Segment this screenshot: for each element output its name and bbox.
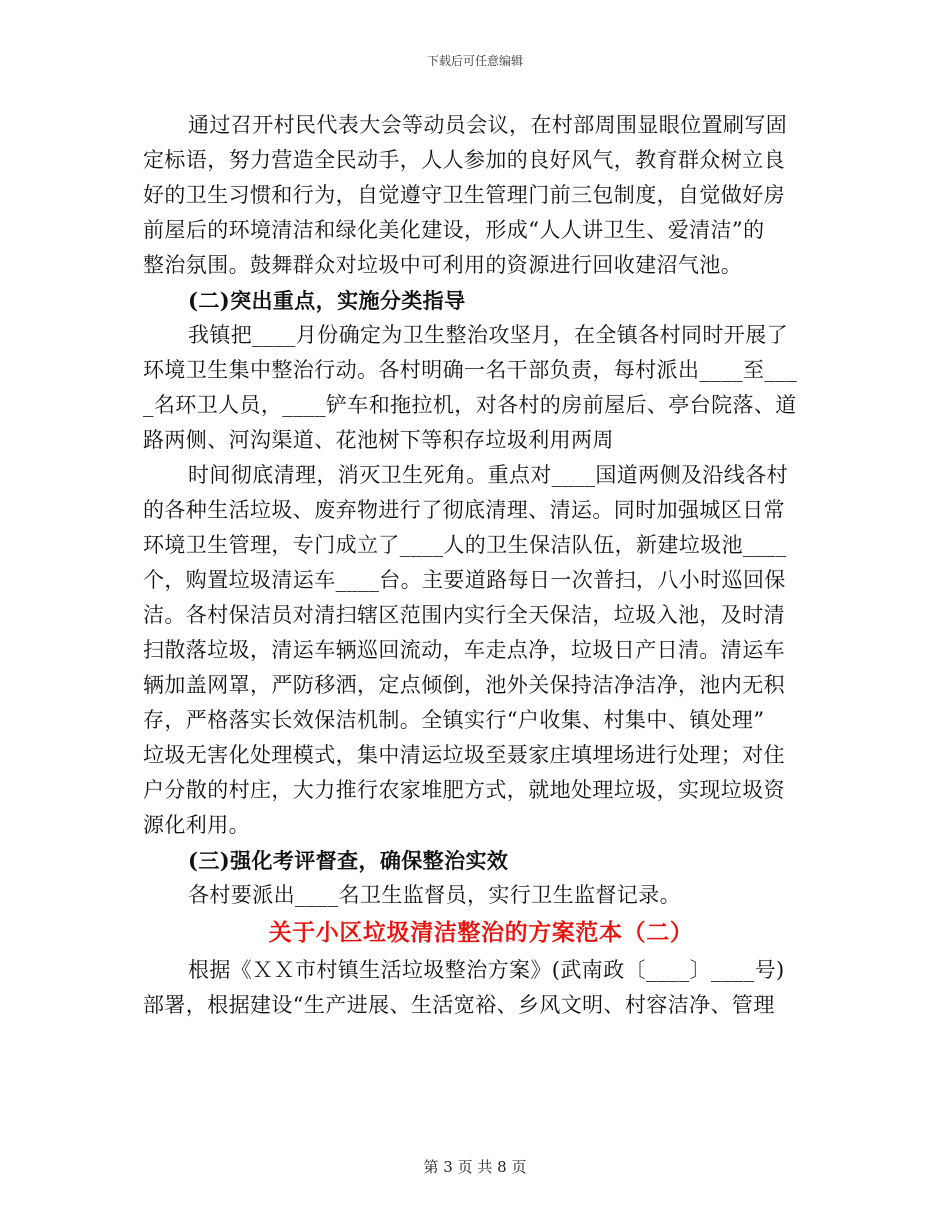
text-line: 前屋后的环境清洁和绿化美化建设，形成“人人讲卫生、爱清洁”的 — [143, 218, 765, 242]
text-line: 各村要派出____名卫生监督员，实行卫生监督记录。 — [188, 883, 681, 907]
text-line: 源化利用。 — [143, 813, 250, 837]
text-line: 个，购置垃圾清运车____台。主要道路每日一次普扫，八小时巡回保 — [143, 568, 786, 592]
section-title: 关于小区垃圾清洁整治的方案范本（二） — [268, 919, 694, 946]
text-line: 通过召开村民代表大会等动员会议，在村部周围显眼位置刷写固 — [188, 113, 788, 137]
text-line: 根据《ＸＸ市村镇生活垃圾整治方案》(武南政〔____〕____号) — [188, 958, 785, 982]
text-line: 环境卫生集中整治行动。各村明确一名干部负责，每村派出____至___ — [143, 358, 798, 382]
text-line: 时间彻底清理，消灭卫生死角。重点对____国道两侧及沿线各村 — [188, 463, 788, 487]
document-body — [143, 108, 803, 1023]
page-header: 下载后可任意编辑 — [426, 54, 523, 68]
text-line: 环境卫生管理，专门成立了____人的卫生保洁队伍，新建垃圾池____ — [143, 533, 787, 557]
text-line: 定标语，努力营造全民动手，人人参加的良好风气，教育群众树立良 — [143, 148, 785, 172]
text-line: 的各种生活垃圾、废弃物进行了彻底清理、清运。同时加强城区日常 — [143, 498, 785, 522]
text-line: 好的卫生习惯和行为，自觉遵守卫生管理门前三包制度，自觉做好房 — [143, 183, 785, 207]
text-line: _名环卫人员，____铲车和拖拉机，对各村的房前屋后、亭台院落、道 — [143, 393, 797, 417]
page-footer: 第 3 页 共 8 页 — [423, 1158, 527, 1176]
section-heading: (三)强化考评督查，确保整治实效 — [188, 848, 509, 873]
text-line: 户分散的村庄，大力推行农家堆肥方式，就地处理垃圾，实现垃圾资 — [143, 778, 785, 802]
text-line: 整治氛围。鼓舞群众对垃圾中可利用的资源进行回收建沼气池。 — [143, 253, 743, 277]
section-heading: (二)突出重点，实施分类指导 — [188, 288, 466, 313]
text-line: 洁。各村保洁员对清扫辖区范围内实行全天保洁，垃圾入池，及时清 — [143, 603, 785, 627]
text-line: 扫散落垃圾，清运车辆巡回流动，车走点净，垃圾日产日清。清运车 — [143, 638, 785, 662]
text-line: 垃圾无害化处理模式，集中清运垃圾至聂家庄填埋场进行处理；对住 — [143, 743, 785, 767]
text-line: 存，严格落实长效保洁机制。全镇实行“户收集、村集中、镇处理” — [143, 708, 765, 732]
text-line: 部署，根据建设“生产进展、生活宽裕、乡风文明、村容洁净、管理 — [143, 993, 775, 1017]
text-line: 我镇把____月份确定为卫生整治攻坚月，在全镇各村同时开展了 — [188, 323, 788, 347]
text-line: 路两侧、河沟渠道、花池树下等积存垃圾利用两周 — [143, 428, 614, 452]
text-line: 辆加盖网罩，严防移洒，定点倾倒，池外关保持洁净洁净，池内无积 — [143, 673, 785, 697]
